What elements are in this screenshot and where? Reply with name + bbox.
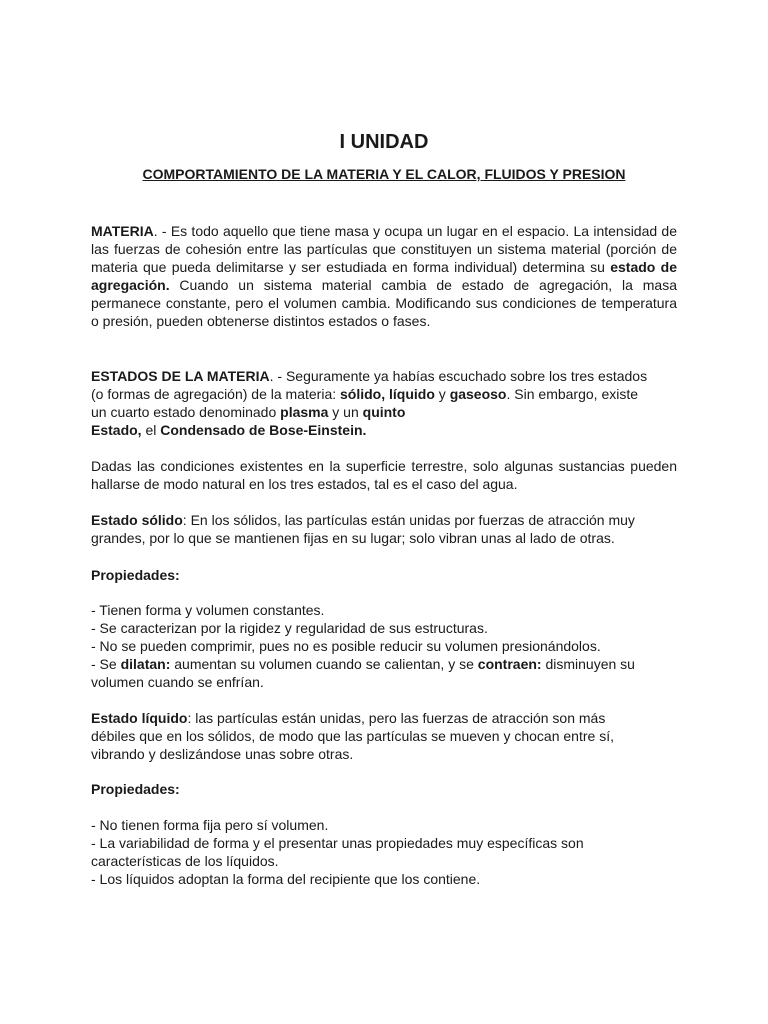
propiedades-list-2 <box>91 816 677 888</box>
bold-dilatan: dilatan: <box>120 656 171 672</box>
page-title: I UNIDAD <box>339 131 429 153</box>
estados-bold-bose-einstein: Condensado de Bose-Einstein. <box>160 422 367 438</box>
document-subtitle: COMPORTAMIENTO DE LA MATERIA Y EL CALOR, FLUIDOS Y PRESION <box>142 166 626 182</box>
estados-text-2: . Sin embargo, existe un cuarto estado denominado <box>91 386 639 420</box>
estados-bold-estado: Estado, <box>91 422 142 438</box>
estados-bold-gaseoso: gaseoso <box>449 386 507 402</box>
list-item-text: aumentan su volumen cuando se calientan, y se <box>170 656 478 672</box>
estados-text-1: . - Seguramente ya habías escuchado sobre los tres estados (o formas de agregación) de la materia: <box>91 368 648 402</box>
materia-bold-estado-agregacion: estado de agregación. <box>91 259 677 293</box>
list-item: - No tienen forma fija pero sí volumen. <box>91 817 329 833</box>
list-item: - La variabilidad de forma y el presentar unas propiedades muy específicas son <box>91 835 584 851</box>
estado-solido-text: : En los sólidos, las partículas están unidas por fuerzas de atracción muy grandes, por lo que se mantienen fijas en su lugar; solo vibran unas al lado de otras. <box>91 512 635 546</box>
estado-liquido-line <box>91 709 677 727</box>
materia-text-2: Cuando un sistema material cambia de estado de agregación, la masa permanece constante, pero el volumen cambia. Modificando sus condiciones de temperatura o presión, pueden obtenerse distintos estados o fases. <box>91 277 677 329</box>
estado-liquido-label: Estado líquido <box>91 710 188 726</box>
list-item: - No se pueden comprimir, pues no es posible reducir su volumen presionándolos. <box>91 638 601 654</box>
list-item-text: - Se <box>91 656 121 672</box>
propiedades-heading-1: Propiedades: <box>91 567 180 583</box>
estados-label: ESTADOS DE LA MATERIA <box>91 368 270 384</box>
estados-bold-solido-liquido: sólido, líquido <box>340 386 435 402</box>
propiedades-list-1 <box>91 601 677 691</box>
estado-solido-paragraph <box>91 511 677 547</box>
list-item <box>91 655 677 673</box>
estado-liquido-text: : las partículas están unidas, pero las fuerzas de atracción son más <box>187 710 606 726</box>
list-item: - Tienen forma y volumen constantes. <box>91 602 325 618</box>
estados-paragraph <box>91 367 651 439</box>
list-item: - Los líquidos adoptan la forma del recipiente que los contiene. <box>91 871 481 887</box>
estados-text-y-1: y <box>434 386 450 402</box>
bold-contraen: contraen: <box>477 656 542 672</box>
materia-paragraph <box>91 222 677 330</box>
list-item-text: disminuyen su <box>541 656 635 672</box>
estados-text-y-2: y un <box>328 404 363 420</box>
dadas-paragraph: Dadas las condiciones existentes en la superficie terrestre, solo algunas sustancias pueden hallarse de modo natural en los tres estados, tal es el caso del agua. <box>91 458 677 492</box>
propiedades-heading-2: Propiedades: <box>91 781 180 797</box>
materia-label: MATERIA <box>91 223 154 239</box>
list-item-continuation: volumen cuando se enfrían. <box>91 674 264 690</box>
materia-text-1: . - Es todo aquello que tiene masa y ocupa un lugar en el espacio. La intensidad de las fuerzas de cohesión entre las partículas que constituyen un sistema material (porción de materia que pueda delimitarse y ser estudiada en forma individual) determina su <box>91 223 677 275</box>
estados-bold-quinto: quinto <box>362 404 406 420</box>
list-item: - Se caracterizan por la rigidez y regularidad de sus estructuras. <box>91 620 488 636</box>
list-item-continuation: características de los líquidos. <box>91 853 279 869</box>
estado-solido-label: Estado sólido <box>91 512 183 528</box>
estado-liquido-line: débiles que en los sólidos, de modo que las partículas se mueven y chocan entre sí, <box>91 728 614 744</box>
estados-bold-plasma: plasma <box>280 404 329 420</box>
estado-liquido-line: vibrando y deslizándose unas sobre otras. <box>91 746 354 762</box>
estados-text-el: el <box>141 422 161 438</box>
estado-liquido-paragraph <box>91 709 677 763</box>
